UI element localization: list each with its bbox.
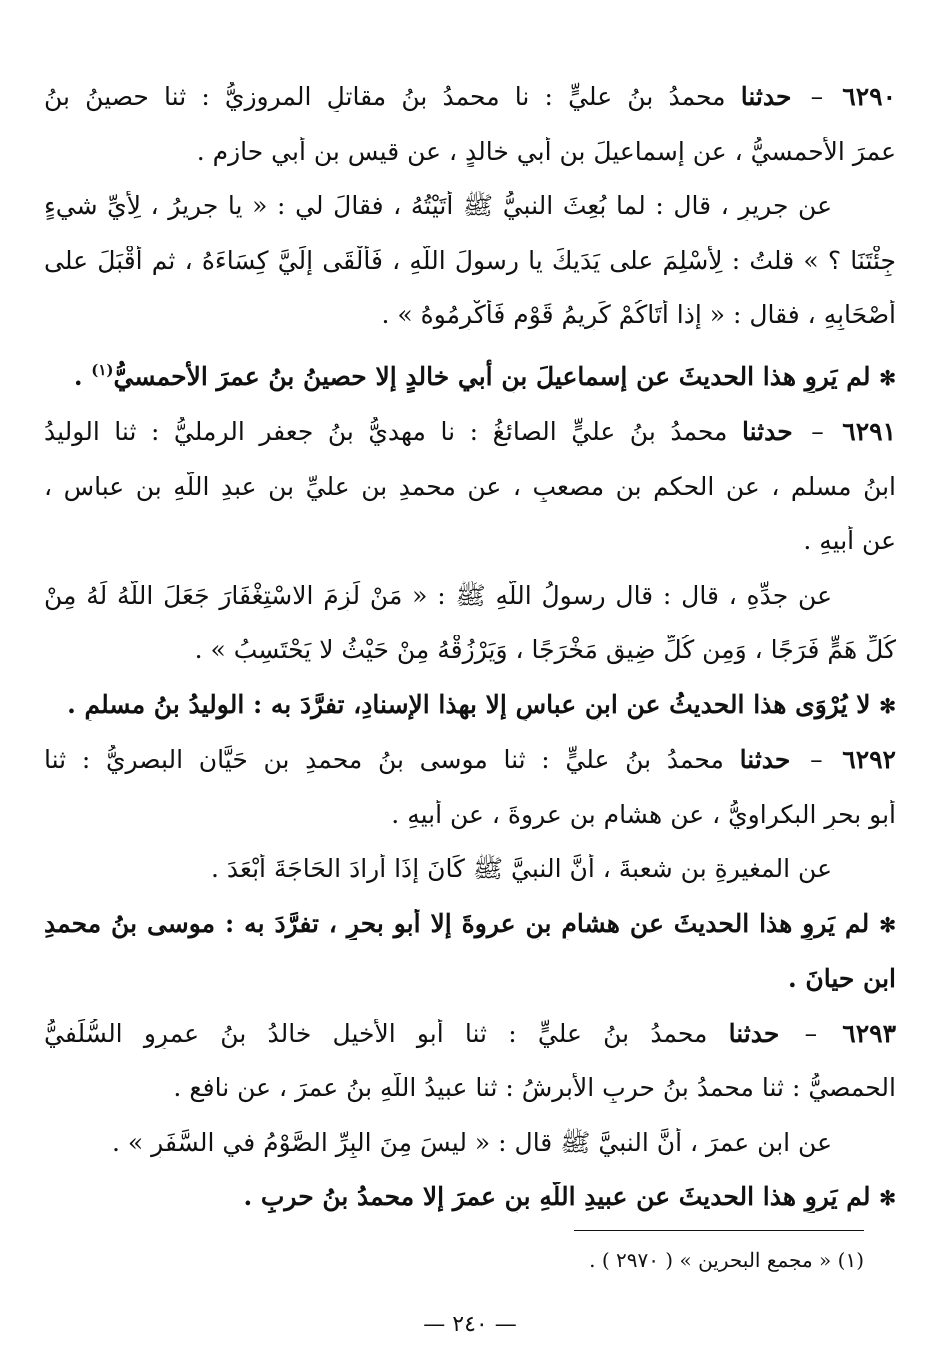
hadith-head: حدثنا — [740, 82, 792, 111]
hadith-6290-isnad-line-1 — [44, 82, 896, 112]
hadith-number: ٦٢٩٠ — [842, 82, 896, 111]
hadith-6293-isnad-line-2: الحمصيُّ : ثنا محمدُ بنُ حربٍ الأبرشُ : ثنا عبيدُ اللَّهِ بنُ عمرَ ، عن نافعٍ . — [173, 1073, 896, 1102]
isnad-text: محمدُ بنُ عليٍّ : نا محمدُ بنُ مقاتلٍ المروزيُّ : ثنا حصينُ بنُ — [44, 82, 726, 111]
hadith-head: حدثنا — [741, 417, 793, 446]
asterisk-icon: ✻ — [879, 365, 896, 390]
asterisk-icon: ✻ — [879, 1186, 896, 1210]
isnad-text: محمدُ بنُ عليٍّ : ثنا أبو الأخيل خالدُ بنُ عمرٍو السُّلَفيُّ — [44, 1018, 708, 1048]
hadith-number: ٦٢٩٢ — [842, 745, 896, 774]
hadith-6293-note — [44, 1182, 896, 1213]
hadith-6292-note-line-1 — [44, 909, 896, 940]
footnote: (١) « مجمع البحرين » ( ٢٩٧٠ ) . — [589, 1248, 864, 1272]
dash: – — [804, 1018, 818, 1048]
note-end: . — [73, 361, 92, 391]
hadith-6291-isnad-line-3: عن أبيهِ . — [803, 526, 896, 555]
hadith-head: حدثنا — [739, 745, 791, 774]
note-end: . — [243, 1182, 261, 1211]
hadith-6291-matn-line-2: كُلِّ هَمٍّ فَرَجًا ، وَمِن كُلِّ ضِيقٍ مَخْرَجًا ، وَيَرْزُقْهُ مِنْ حَيْثُ لا يَحْتَسِبُ » . — [194, 635, 896, 664]
hadith-6291-matn-line-1: عن جدِّهِ ، قال : قال رسولُ اللَّهِ ﷺ : « مَنْ لَزِمَ الاسْتِغْفَارَ جَعَلَ اللَّهُ لَهُ مِنْ — [44, 580, 832, 610]
isnad-text: محمدُ بنُ عليٍّ الصائغُ : نا مهديُّ بنُ جعفر الرمليُّ : ثنا الوليدُ — [44, 417, 728, 446]
isnad-text: محمدُ بنُ عليٍّ : ثنا موسى بنُ محمدِ بنِ حَيَّان البصريُّ : ثنا — [44, 745, 724, 774]
note-text: لم يَروِ هذا الحديثَ عن عبيدِ اللَّهِ بنِ عمرَ إلا محمدُ بنُ حربٍ — [260, 1182, 871, 1211]
hadith-6292-note-line-2: ابنِ حيانَ . — [787, 964, 896, 993]
dash: – — [810, 745, 823, 774]
hadith-6293-isnad-line-1 — [44, 1019, 896, 1049]
asterisk-icon: ✻ — [879, 912, 896, 937]
hadith-6290-note — [44, 355, 896, 393]
hadith-6293-matn-line-1: عن ابنِ عمرَ ، أَنَّ النبيَّ ﷺ قال : « ليسَ مِنَ البِرِّ الصَّوْمُ في السَّفَرِ » . — [112, 1127, 832, 1157]
note-text: لم يَروِ هذا الحديثَ عن إسماعيلَ بنِ أبي خالدٍ إلا حصينُ بنُ عمرَ الأحمسيُّ — [113, 361, 871, 391]
hadith-6291-isnad-line-1 — [44, 417, 896, 447]
hadith-head: حدثنا — [728, 1018, 780, 1048]
note-text: لم يَروِ هذا الحديثَ عن هشامِ بنِ عروةَ إلا أبو بحرٍ ، تفرَّدَ به : موسى بنُ محمدِ — [44, 908, 870, 938]
hadith-6292-isnad-line-1 — [44, 745, 896, 775]
hadith-6292-matn-line-1: عن المغيرةِ بنِ شعبةَ ، أَنَّ النبيَّ ﷺ كَانَ إِذَا أَرادَ الحَاجَةَ أَبْعَدَ . — [211, 854, 832, 883]
hadith-6291-isnad-line-2: ابنُ مسلمٍ ، عن الحكمِ بنِ مصعبٍ ، عن محمدِ بنِ عليِّ بنِ عبدِ اللَّهِ بنِ عباسٍ ، — [44, 471, 896, 501]
page-number: — ٢٤٠ — — [423, 1312, 517, 1337]
dash: – — [810, 82, 824, 111]
dash: – — [811, 417, 824, 446]
note-text: لا يُرْوَى هذا الحديثُ عن ابنِ عباسٍ إلا بهذا الإسنادِ، تفرَّدَ به : الوليدُ بنُ مسلمٍ — [84, 689, 871, 719]
hadith-6290-matn-line-3: أَصْحَابِهِ ، فقال : « إذا أَتَاكُمْ كَرِيمُ قَوْمٍ فَأَكْرِمُوهُ » . — [381, 300, 896, 329]
hadith-6290-matn-line-2: جِئْتَنَا ؟ » قلتُ : لِأُسْلِمَ على يَدَيكَ يا رسولَ اللَّهِ ، فَأَلْقَى إِلَيَّ كِسَاءَهُ ، ثم أَقْبَلَ على — [44, 245, 896, 275]
hadith-6292-isnad-line-2: أبو بحرٍ البكراويُّ ، عن هشامِ بنِ عروةَ ، عن أبيهِ . — [391, 799, 896, 829]
note-end: . — [67, 689, 85, 719]
asterisk-icon: ✻ — [879, 693, 896, 718]
hadith-6290-matn-line-1: عن جريرٍ ، قال : لما بُعِثَ النبيُّ ﷺ أَتَيْتُهُ ، فقالَ لي : « يا جريرُ ، لِأَيِّ شيءٍ — [44, 191, 832, 220]
footnote-reference[interactable]: (١) — [91, 360, 114, 379]
hadith-6291-note — [44, 690, 896, 721]
hadith-number: ٦٢٩١ — [842, 417, 896, 446]
hadith-number: ٦٢٩٣ — [842, 1018, 896, 1048]
hadith-6290-isnad-line-2: عمرَ الأحمسيُّ ، عن إسماعيلَ بنِ أبي خالدٍ ، عن قيسِ بنِ أبي حازمٍ . — [196, 136, 896, 166]
footnote-divider — [574, 1230, 864, 1231]
